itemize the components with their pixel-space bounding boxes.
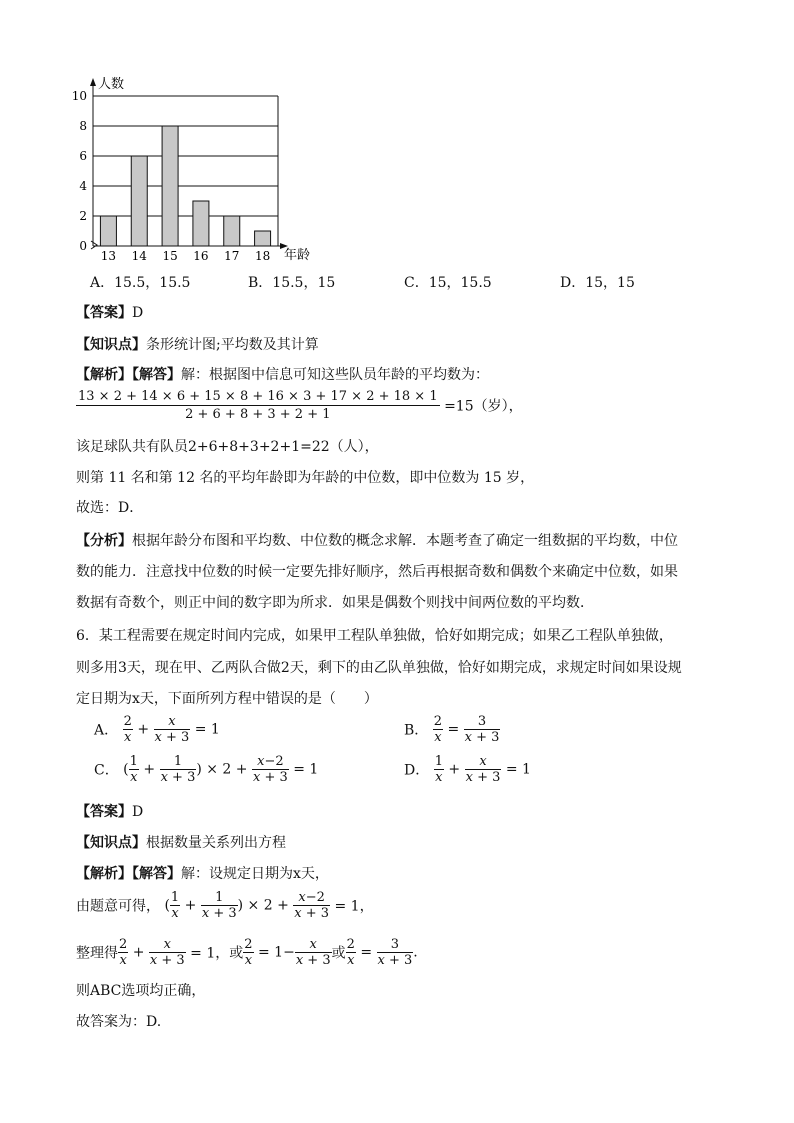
q5-fx-line-2: 数的能力．注意找中位数的时候一定要先排好顺序，然后再根据奇数和偶数个来确定中位数，如果 [76,564,678,580]
q5-choose-line: 故选：D． [76,500,144,516]
bar-15 [162,126,178,246]
q6-answer-line [76,801,143,821]
q6-jx-line [76,863,329,883]
q5-fx-line-3: 数据有奇数个，则正中间的数字即为所求．如果是偶数个则找中间两位数的平均数． [76,595,594,611]
x-tick-label: 15 [162,249,178,263]
kp-text: 根据数量关系列出方程 [146,835,286,851]
jx-intro: 解：根据图中信息可知这些队员年龄的平均数为： [181,367,489,383]
q6-stem-2: 则多用3天，现在甲、乙两队合做2天，剩下的由乙队单独做，恰好如期完成，求规定时间如果设规 [76,660,682,676]
kp-tag: 【知识点】 [76,337,146,353]
y-tick-label: 6 [79,149,87,163]
y-tick-label: 0 [79,239,87,253]
q6-stem-1: 6．某工程需要在规定时间内完成，如果甲工程队单独做，恰好如期完成；如果乙工程队单独做， [76,628,673,644]
q5-jx-line [76,364,489,384]
answer-tag: 【答案】 [76,804,132,820]
age-bar-chart [70,74,330,264]
q6-final-line: 故答案为：D. [76,1014,162,1030]
bar-17 [224,216,240,246]
q6-abc-line: 则ABC选项均正确， [76,983,206,999]
option-a-label: A． [94,722,119,739]
x-tick-label: 16 [193,249,209,263]
given-text: 由题意可得， [76,898,160,915]
q5-total-line: 该足球队共有队员2+6+8+3+2+1=22（人）， [76,439,379,455]
q6-stem-3: 定日期为x天，下面所列方程中错误的是（ ） [76,691,378,707]
answer-value: D [132,305,144,321]
jx-tag: 【解析】【解答】 [76,866,181,882]
jx-tag: 【解析】【解答】 [76,367,181,383]
q6-option-c: C． ( $\frac{1}{x}$ + $\frac{1}{x + 3}$ ) × 2 + $\frac{x-2}{x + 3}$ = 1 [94,754,319,785]
x-tick-label: 13 [100,249,117,263]
q6-arrange-line: 整理得 $\frac{2}{x}$ + $\frac{x}{x + 3}$ = 1，或 $\frac{2}{x}$ = 1− $\frac{x}{x + 3}$ 或 $\frac{2}{x}$ = $\frac{3}{x + 3}$ . [76,937,418,968]
mean-denominator: 2 + 6 + 8 + 3 + 2 + 1 [185,407,331,422]
jx-intro: 解：设规定日期为x天， [181,866,329,882]
option-b-label: B． [404,722,429,739]
q6-kp-line [76,832,286,852]
q5-option-a: A．15.5，15.5 [90,275,191,291]
q5-answer-line [76,302,143,322]
fx-text-1: 根据年龄分布图和平均数、中位数的概念求解．本题考查了确定一组数据的平均数，中位 [132,533,678,549]
q5-option-d: D．15，15 [560,275,635,291]
q6-option-a: A． $\frac{2}{x}$ + $\frac{x}{x + 3}$ = 1 [94,714,220,745]
q5-option-c: C．15，15.5 [404,275,492,291]
bar-16 [193,201,209,246]
option-c-label: C． [94,762,119,779]
kp-tag: 【知识点】 [76,835,146,851]
fx-tag: 【分析】 [76,533,132,549]
bar-18 [255,231,271,246]
bar-13 [100,216,116,246]
mean-formula [76,388,523,423]
x-tick-label: 14 [131,249,147,263]
or-word-2: 或 [331,945,346,962]
answer-value: D [132,804,144,820]
q5-fx-line-1 [76,530,678,550]
arrange-text: 整理得 [76,945,118,962]
q5-median-line: 则第 11 名和第 12 名的平均年龄即为年龄的中位数，即中位数为 15 岁， [76,470,535,486]
x-tick-label: 17 [224,249,240,263]
kp-text: 条形统计图;平均数及其计算 [146,337,319,353]
y-tick-label: 10 [71,89,87,103]
option-d-label: D． [404,762,430,779]
q5-option-b: B．15.5，15 [248,275,336,291]
y-tick-label: 2 [79,209,87,223]
q5-kp-line [76,334,319,354]
mean-fraction [76,388,440,423]
answer-tag: 【答案】 [76,305,132,321]
q6-option-d: D． $\frac{1}{x}$ + $\frac{x}{x + 3}$ = 1 [404,754,531,785]
y-axis-arrow [90,78,96,86]
mean-numerator: 13 × 2 + 14 × 6 + 15 × 8 + 16 × 3 + 17 × 2 + 18 × 1 [78,389,438,404]
bar-14 [131,156,147,246]
y-axis-label: 人数 [98,77,125,92]
x-axis-label: 年龄 [284,248,311,263]
y-tick-label: 8 [79,119,87,133]
y-tick-label: 4 [79,179,87,193]
mean-result: =15（岁）， [444,398,523,415]
q6-given-line: 由题意可得， ( $\frac{1}{x}$ + $\frac{1}{x + 3}$ ) × 2 + $\frac{x-2}{x + 3}$ = 1， [76,890,374,921]
or-word-1: 或 [229,945,244,962]
axis-break-mark [91,241,97,249]
q6-option-b: B． $\frac{2}{x}$ = $\frac{3}{x + 3}$ [404,714,500,745]
x-tick-label: 18 [254,249,271,263]
